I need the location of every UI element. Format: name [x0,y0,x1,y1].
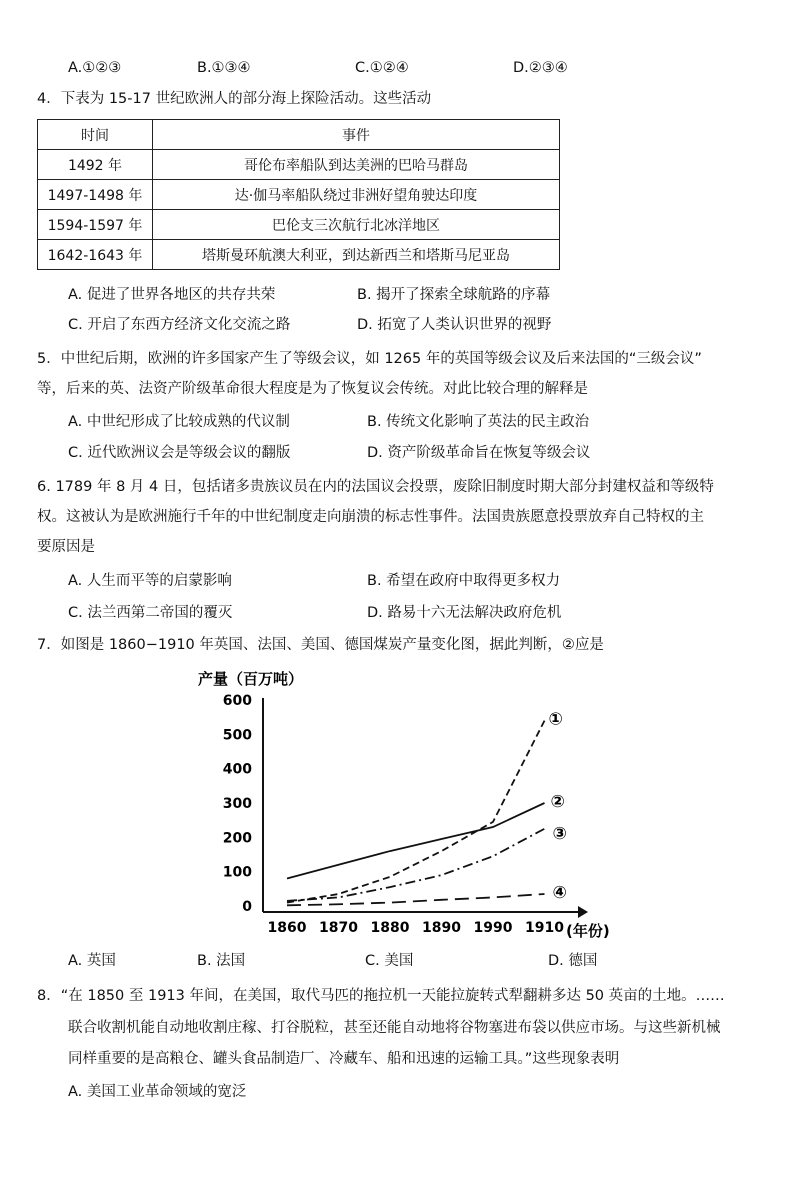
q5-stem-line-1: 5．中世纪后期，欧洲的许多国家产生了等级会议，如 1265 年的英国等级会议及后来法国的“三级会议” [37,351,702,367]
q6-option-c[interactable]: C. 法兰西第二帝国的覆灭 [68,605,233,621]
q3-option-a[interactable]: A.①②③ [68,60,122,76]
x-axis-label: (年份) [566,922,610,940]
q7-option-a[interactable]: A. 英国 [68,953,116,969]
table-cell-time: 1594-1597 年 [38,210,153,240]
series-line-1 [287,721,545,903]
table-row [38,150,560,180]
q5-option-c[interactable]: C. 近代欧洲议会是等级会议的翻版 [68,445,291,461]
q4-option-c[interactable]: C. 开启了东西方经济文化交流之路 [68,317,291,333]
q7-option-b[interactable]: B. 法国 [197,953,246,969]
q3-option-c[interactable]: C.①②④ [355,60,409,76]
table-row [38,210,560,240]
x-tick-label: 1890 [422,920,461,936]
table-cell-event: 塔斯曼环航澳大利亚，到达新西兰和塔斯马尼亚岛 [153,240,560,270]
q7-option-c[interactable]: C. 美国 [365,953,414,969]
table-header-row [38,120,560,150]
table-row [38,240,560,270]
q5-option-d[interactable]: D. 资产阶级革命旨在恢复等级会议 [367,445,591,461]
table-row [38,180,560,210]
q5-option-b[interactable]: B. 传统文化影响了英法的民主政治 [367,414,590,430]
y-axis-label: 产量（百万吨） [198,670,304,688]
series-label-3: ③ [552,823,567,844]
table-cell-event: 达·伽马率船队绕过非洲好望角驶达印度 [153,180,560,210]
x-tick-label: 1860 [267,920,307,936]
q6-stem-line-3: 要原因是 [37,539,95,555]
table-header-event: 事件 [153,120,560,150]
q8-stem-line-2: 联合收割机能自动地收割庄稼、打谷脱粒，甚至还能自动地将谷物塞进布袋以供应市场。与这些新机械 [68,1020,721,1036]
q8-stem-line-3: 同样重要的是高粮仓、罐头食品制造厂、冷藏车、船和迅速的运输工具。”这些现象表明 [68,1051,620,1067]
q6-option-b[interactable]: B. 希望在政府中取得更多权力 [367,573,561,589]
q6-stem-line-2: 权。这被认为是欧洲施行千年的中世纪制度走向崩溃的标志性事件。法国贵族愿意投票放弃自己特权的主 [37,509,704,525]
table-cell-time: 1642-1643 年 [38,240,153,270]
q3-option-b[interactable]: B.①③④ [197,60,251,76]
q4-option-a[interactable]: A. 促进了世界各地区的共存共荣 [68,287,276,303]
x-tick-label: 1880 [370,920,410,936]
y-tick-label: 300 [222,796,252,812]
q8-option-a[interactable]: A. 美国工业革命领域的宽泛 [68,1084,247,1100]
y-tick-label: 600 [222,693,252,709]
q7-stem: 7．如图是 1860−1910 年英国、法国、美国、德国煤炭产量变化图，据此判断，②应是 [37,637,604,653]
x-tick-label: 1990 [473,920,513,936]
y-tick-label: 500 [222,727,252,744]
x-axis-arrow-icon [578,906,588,918]
q4-stem: 4．下表为 15-17 世纪欧洲人的部分海上探险活动。这些活动 [37,91,432,107]
table-cell-event: 巴伦支三次航行北冰洋地区 [153,210,560,240]
series-label-4: ④ [552,882,567,903]
q5-option-a[interactable]: A. 中世纪形成了比较成熟的代议制 [68,414,290,430]
table-header-time: 时间 [38,120,153,150]
events-table [37,119,560,270]
y-tick-label: 400 [222,761,252,778]
y-tick-label: 200 [222,830,252,847]
q4-option-d[interactable]: D. 拓宽了人类认识世界的视野 [357,317,552,333]
table-cell-time: 1492 年 [38,150,153,180]
series-label-1: ① [548,709,563,730]
table-cell-time: 1497-1498 年 [38,180,153,210]
series-line-2 [287,803,545,879]
q7-option-d[interactable]: D. 德国 [548,953,598,969]
series-label-2: ② [550,792,565,812]
y-tick-label: 0 [242,899,252,915]
q6-option-d[interactable]: D. 路易十六无法解决政府危机 [367,605,562,621]
coal-production-chart [190,660,630,945]
table-cell-event: 哥伦布率船队到达美洲的巴哈马群岛 [153,150,560,180]
q3-option-d[interactable]: D.②③④ [513,60,568,76]
q6-stem-line-1: 6. 1789 年 8 月 4 日，包括诸多贵族议员在内的法国议会投票，废除旧制度时期大部分封建权益和等级特 [37,479,714,495]
q4-option-b[interactable]: B. 揭开了探索全球航路的序幕 [357,287,551,303]
q8-stem-line-1: 8．“在 1850 至 1913 年间，在美国，取代马匹的拖拉机一天能拉旋转式犁翻耕多达 50 英亩的土地。…… [37,988,725,1004]
q6-option-a[interactable]: A. 人生而平等的启蒙影响 [68,573,232,589]
x-tick-label: 1870 [319,920,358,936]
q5-stem-line-2: 等，后来的英、法资产阶级革命很大程度是为了恢复议会传统。对此比较合理的解释是 [37,381,588,397]
y-tick-label: 100 [222,864,252,881]
x-tick-label: 1910 [525,920,564,936]
